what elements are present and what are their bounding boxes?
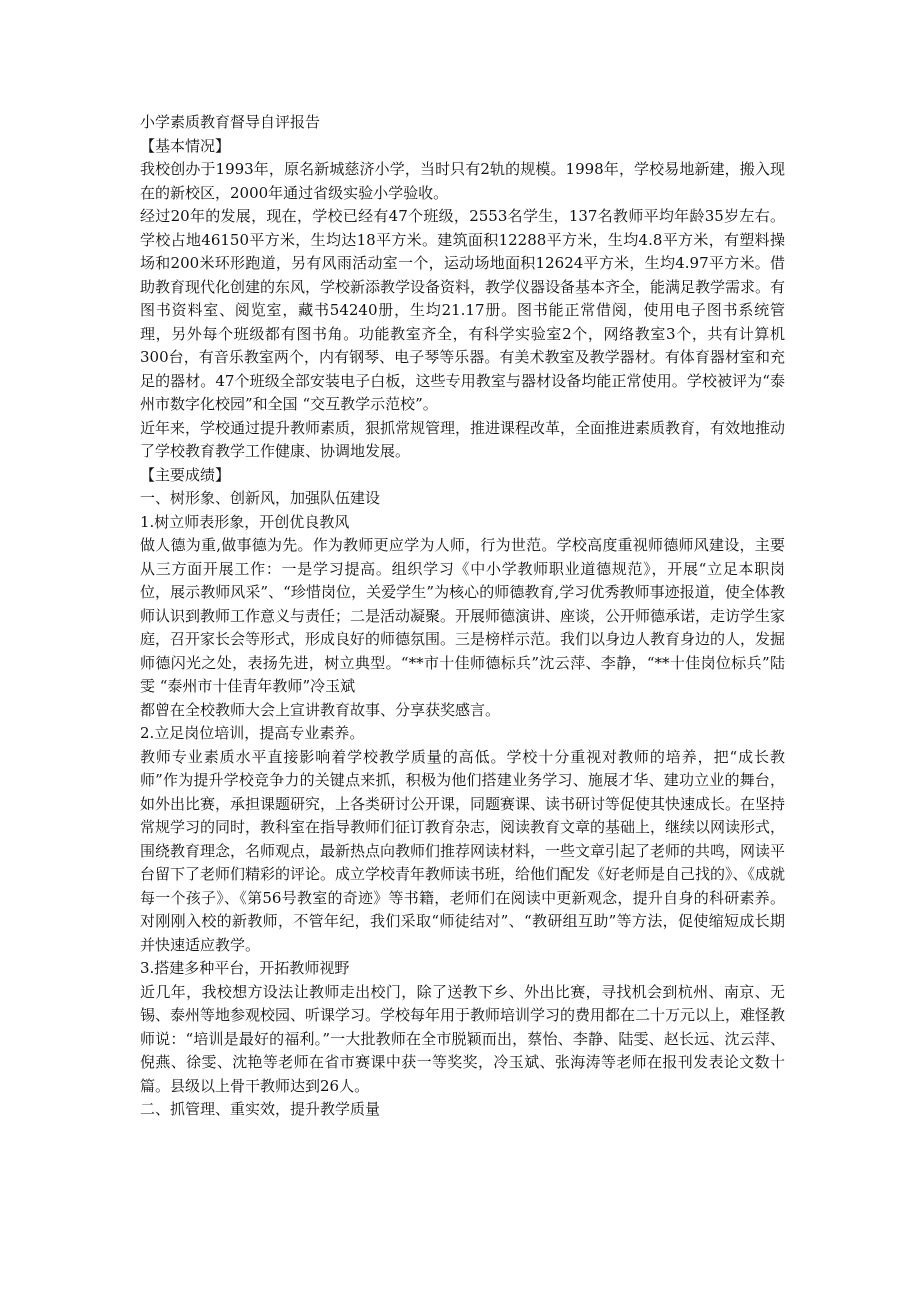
paragraph-teacher-ethics: 做人德为重,做事德为先。作为教师更应学为人师，行为世范。学校高度重视师德师风建设，主要从三方面开展工作：一是学习提高。组织学习《中小学教师职业道德规范》，开展“立足本职岗位，展示教师风采”、“珍惜岗位，关爱学生”为核心的师德教育,学习优秀教师事迹报道，使全体教师认识到教师工作意义与责任；二是活动凝聚。开展师德演讲、座谈，公开师德承诺，走访学生家庭，召开家长会等形式，形成良好的师德氛围。三是榜样示范。我们以身边人教育身边的人，发掘师德闪光之处，表扬先进，树立典型。“**市十佳师德标兵”沈云萍、李静，“**十佳岗位标兵”陆雯 “泰州市十佳青年教师”冷玉斌 [140,536,786,695]
paragraph-teacher-platforms: 近几年，我校想方设法让教师走出校门，除了送教下乡、外出比赛，寻找机会到杭州、南京、无锡、泰州等地参观校园、听课学习。学校每年用于教师培训学习的费用都在二十万元以上，难怪教师说：“培训是最好的福利。”一大批教师在全市脱颖而出，蔡怡、李静、陆雯、赵长远、沈云萍、倪燕、徐雯、沈艳等老师在省市赛课中获一等奖奖，冷玉斌、张海涛等老师在报刊发表论文数十篇。县级以上骨干教师达到26人。 [140,982,786,1095]
document-title: 小学素质教育督导自评报告 [140,113,321,131]
section-heading-basic-info: 【基本情况】 [140,136,231,155]
paragraph-school-facilities: 经过20年的发展，现在，学校已经有47个班级，2553名学生，137名教师平均年龄35岁左右。学校占地46150平方米，生均达18平方米。建筑面积12288平方米，生均4.8平方米，有塑料操场和200米环形跑道，另有风雨活动室一个，运动场地面积12624平方米，生均4.97平方米。借助教育现代化创建的东风，学校新添教学设备资料，教学仪器设备基本齐全，能满足教学需求。有图书资料室、阅览室，藏书54240册，生均21.17册。图书能正常借阅，使用电子图书系统管理，另外每个班级都有图书角。功能教室齐全，有科学实验室2个，网络教室3个，共有计算机300台，有音乐教室两个，内有钢琴、电子琴等乐器。有美术教室及教学器材。有体育器材室和充足的器材。47个班级全部安装电子白板，这些专用教室与器材设备均能正常使用。学校被评为“泰州市数字化校园”和全国 “交互教学示范校”。 [140,207,786,413]
section-heading-achievements: 【主要成绩】 [140,465,231,484]
paragraph-recent-progress: 近年来，学校通过提升教师素质，狠抓常规管理，推进课程改革，全面推进素质教育，有效地推动了学校教育教学工作健康、协调地发展。 [140,418,786,460]
paragraph-school-history: 我校创办于1993年，原名新城慈济小学，当时只有2轨的规模。1998年，学校易地新建，搬入现在的新校区，2000年通过省级实验小学验收。 [140,160,785,202]
item-heading-1: 1.树立师表形象，开创优良教风 [140,512,350,531]
paragraph-teacher-ethics-end: 都曾在全校教师大会上宣讲教育故事、分享获奖感言。 [140,700,501,719]
item-heading-3: 3.搭建多种平台，开拓教师视野 [140,959,350,977]
subsection-heading-2: 二、抓管理、重实效，提升教学质量 [140,1100,381,1118]
subsection-heading-1: 一、树形象、创新风，加强队伍建设 [140,489,381,507]
item-heading-2: 2.立足岗位培训，提高专业素养。 [140,724,365,742]
document-page [140,111,785,1122]
paragraph-teacher-training: 教师专业素质水平直接影响着学校教学质量的高低。学校十分重视对教师的培养，把“成长教师”作为提升学校竞争力的关键点来抓，积极为他们搭建业务学习、施展才华、建功立业的舞台，如外出比赛，承担课题研究，上各类研讨公开课，同题赛课、读书研讨等促使其快速成长。在坚持常规学习的同时，教科室在指导教师们征订教育杂志，阅读教育文章的基础上，继续以网读形式，围绕教育理念，名师观点，最新热点向教师们推荐网读材料，一些文章引起了老师的共鸣，网读平台留下了老师们精彩的评论。成立学校青年教师读书班，给他们配发《好老师是自己找的》、《成就每一个孩子》、《第56号教室的奇迹》等书籍，老师们在阅读中更新观念，提升自身的科研素养。对刚刚入校的新教师，不管年纪，我们采取“师徒结对”、“教研组互助”等方法，促使缩短成长期并快速适应教学。 [140,747,786,954]
